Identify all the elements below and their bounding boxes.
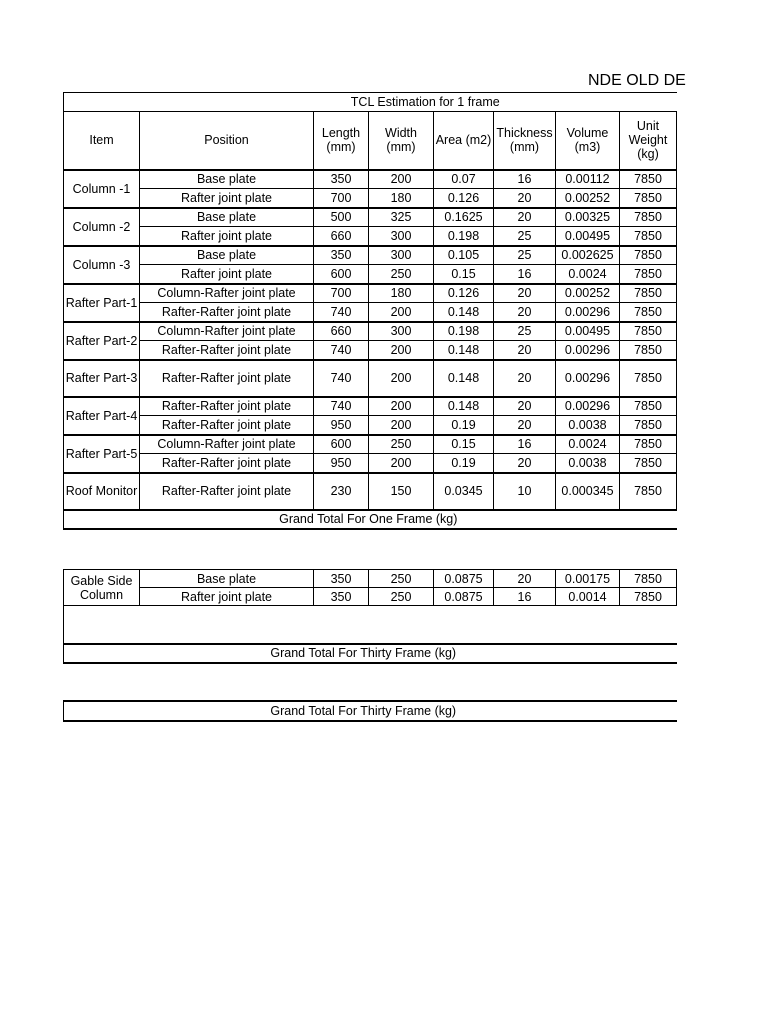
grand-total-one-frame-label: Grand Total For One Frame (kg) — [279, 512, 458, 526]
area-cell: 0.148 — [434, 360, 494, 397]
length-cell: 950 — [314, 454, 369, 473]
volume-cell: 0.0014 — [556, 588, 620, 606]
length-cell: 350 — [314, 570, 369, 588]
table-row — [64, 265, 677, 284]
unit-weight-cell: 7850 — [620, 416, 677, 435]
unit-weight-cell: 7850 — [620, 322, 677, 341]
estimation-title-row — [64, 93, 677, 112]
width-cell: 300 — [369, 322, 434, 341]
thickness-cell: 20 — [494, 341, 556, 360]
unit-weight-cell: 7850 — [620, 341, 677, 360]
width-cell: 200 — [369, 397, 434, 416]
width-cell: 200 — [369, 416, 434, 435]
unit-weight-cell: 7850 — [620, 473, 677, 510]
width-cell: 300 — [369, 246, 434, 265]
width-cell: 300 — [369, 227, 434, 246]
area-cell: 0.105 — [434, 246, 494, 265]
header-row — [64, 112, 677, 170]
unit-weight-cell: 7850 — [620, 265, 677, 284]
table-row — [64, 416, 677, 435]
table-row — [64, 227, 677, 246]
position-cell: Rafter-Rafter joint plate — [140, 360, 314, 397]
position-cell: Rafter-Rafter joint plate — [140, 416, 314, 435]
unit-weight-cell: 7850 — [620, 454, 677, 473]
length-cell: 740 — [314, 397, 369, 416]
width-cell: 325 — [369, 208, 434, 227]
position-cell: Column-Rafter joint plate — [140, 322, 314, 341]
area-cell: 0.198 — [434, 227, 494, 246]
width-cell: 200 — [369, 303, 434, 322]
area-cell: 0.0875 — [434, 570, 494, 588]
area-cell: 0.126 — [434, 189, 494, 208]
grand-total-thirty-frame-label-2: Grand Total For Thirty Frame (kg) — [270, 704, 457, 718]
position-cell: Rafter joint plate — [140, 265, 314, 284]
thickness-cell: 25 — [494, 322, 556, 341]
volume-cell: 0.000345 — [556, 473, 620, 510]
header-unit-weight: Unit Weight (kg) — [620, 112, 677, 170]
position-cell: Rafter joint plate — [140, 588, 314, 606]
estimation-title: TCL Estimation for 1 frame — [350, 95, 500, 109]
table-row — [64, 397, 677, 416]
thickness-cell: 25 — [494, 246, 556, 265]
item-cell: Column -2 — [64, 208, 140, 246]
thickness-cell: 20 — [494, 454, 556, 473]
thickness-cell: 10 — [494, 473, 556, 510]
thickness-cell: 20 — [494, 208, 556, 227]
position-cell: Base plate — [140, 208, 314, 227]
unit-weight-cell: 7850 — [620, 284, 677, 303]
item-cell: Column -3 — [64, 246, 140, 284]
unit-weight-cell: 7850 — [620, 360, 677, 397]
unit-weight-cell: 7850 — [620, 208, 677, 227]
area-cell: 0.19 — [434, 416, 494, 435]
length-cell: 660 — [314, 227, 369, 246]
length-cell: 500 — [314, 208, 369, 227]
table-row — [64, 170, 677, 189]
length-cell: 740 — [314, 341, 369, 360]
area-cell: 0.126 — [434, 284, 494, 303]
length-cell: 230 — [314, 473, 369, 510]
blank-row — [64, 606, 677, 644]
length-cell: 700 — [314, 284, 369, 303]
area-cell: 0.07 — [434, 170, 494, 189]
thickness-cell: 20 — [494, 303, 556, 322]
unit-weight-cell: 7850 — [620, 246, 677, 265]
volume-cell: 0.00495 — [556, 227, 620, 246]
volume-cell: 0.0038 — [556, 454, 620, 473]
unit-weight-cell: 7850 — [620, 170, 677, 189]
area-cell: 0.1625 — [434, 208, 494, 227]
final-total-table — [63, 700, 677, 722]
position-cell: Rafter-Rafter joint plate — [140, 454, 314, 473]
header-position: Position — [140, 112, 314, 170]
length-cell: 350 — [314, 588, 369, 606]
position-cell: Rafter-Rafter joint plate — [140, 397, 314, 416]
table-row — [64, 322, 677, 341]
grand-total-row — [64, 644, 677, 663]
volume-cell: 0.00296 — [556, 341, 620, 360]
grand-total-row — [64, 510, 677, 529]
volume-cell: 0.00175 — [556, 570, 620, 588]
thickness-cell: 20 — [494, 570, 556, 588]
volume-cell: 0.002625 — [556, 246, 620, 265]
unit-weight-cell: 7850 — [620, 397, 677, 416]
item-cell: Roof Monitor — [64, 473, 140, 510]
length-cell: 950 — [314, 416, 369, 435]
position-cell: Column-Rafter joint plate — [140, 284, 314, 303]
thickness-cell: 20 — [494, 360, 556, 397]
unit-weight-cell: 7850 — [620, 588, 677, 606]
width-cell: 250 — [369, 570, 434, 588]
header-thickness: Thickness (mm) — [494, 112, 556, 170]
volume-cell: 0.0038 — [556, 416, 620, 435]
volume-cell: 0.00495 — [556, 322, 620, 341]
table-row — [64, 246, 677, 265]
area-cell: 0.15 — [434, 265, 494, 284]
table-row — [64, 341, 677, 360]
area-cell: 0.148 — [434, 397, 494, 416]
area-cell: 0.148 — [434, 303, 494, 322]
header-volume: Volume (m3) — [556, 112, 620, 170]
position-cell: Rafter joint plate — [140, 189, 314, 208]
position-cell: Rafter joint plate — [140, 227, 314, 246]
thickness-cell: 20 — [494, 284, 556, 303]
length-cell: 350 — [314, 170, 369, 189]
item-cell: Rafter Part-2 — [64, 322, 140, 360]
thickness-cell: 16 — [494, 435, 556, 454]
length-cell: 600 — [314, 435, 369, 454]
sheet-title: NDE OLD DE — [588, 72, 686, 89]
area-cell: 0.15 — [434, 435, 494, 454]
thickness-cell: 16 — [494, 588, 556, 606]
volume-cell: 0.00325 — [556, 208, 620, 227]
width-cell: 200 — [369, 454, 434, 473]
width-cell: 200 — [369, 341, 434, 360]
length-cell: 740 — [314, 303, 369, 322]
area-cell: 0.0345 — [434, 473, 494, 510]
item-cell: Rafter Part-3 — [64, 360, 140, 397]
item-cell: Rafter Part-4 — [64, 397, 140, 435]
position-cell: Base plate — [140, 570, 314, 588]
width-cell: 200 — [369, 360, 434, 397]
table-row — [64, 360, 677, 397]
gable-table — [63, 569, 677, 664]
volume-cell: 0.0024 — [556, 435, 620, 454]
table-row — [64, 435, 677, 454]
unit-weight-cell: 7850 — [620, 189, 677, 208]
length-cell: 700 — [314, 189, 369, 208]
area-cell: 0.198 — [434, 322, 494, 341]
width-cell: 250 — [369, 265, 434, 284]
volume-cell: 0.0024 — [556, 265, 620, 284]
thickness-cell: 20 — [494, 397, 556, 416]
table-row — [64, 588, 677, 606]
area-cell: 0.19 — [434, 454, 494, 473]
thickness-cell: 20 — [494, 416, 556, 435]
item-cell: Column -1 — [64, 170, 140, 208]
thickness-cell: 16 — [494, 265, 556, 284]
position-cell: Rafter-Rafter joint plate — [140, 303, 314, 322]
thickness-cell: 25 — [494, 227, 556, 246]
width-cell: 150 — [369, 473, 434, 510]
length-cell: 740 — [314, 360, 369, 397]
length-cell: 600 — [314, 265, 369, 284]
table-row — [64, 570, 677, 588]
header-width: Width (mm) — [369, 112, 434, 170]
table-row — [64, 473, 677, 510]
length-cell: 350 — [314, 246, 369, 265]
table-row — [64, 303, 677, 322]
position-cell: Base plate — [140, 170, 314, 189]
header-area: Area (m2) — [434, 112, 494, 170]
item-cell: Rafter Part-1 — [64, 284, 140, 322]
width-cell: 250 — [369, 435, 434, 454]
width-cell: 180 — [369, 189, 434, 208]
unit-weight-cell: 7850 — [620, 570, 677, 588]
position-cell: Rafter-Rafter joint plate — [140, 341, 314, 360]
area-cell: 0.0875 — [434, 588, 494, 606]
length-cell: 660 — [314, 322, 369, 341]
header-item: Item — [64, 112, 140, 170]
unit-weight-cell: 7850 — [620, 435, 677, 454]
width-cell: 200 — [369, 170, 434, 189]
volume-cell: 0.00252 — [556, 189, 620, 208]
position-cell: Column-Rafter joint plate — [140, 435, 314, 454]
unit-weight-cell: 7850 — [620, 303, 677, 322]
position-cell: Rafter-Rafter joint plate — [140, 473, 314, 510]
volume-cell: 0.00296 — [556, 360, 620, 397]
table-row — [64, 208, 677, 227]
position-cell: Base plate — [140, 246, 314, 265]
area-cell: 0.148 — [434, 341, 494, 360]
width-cell: 180 — [369, 284, 434, 303]
volume-cell: 0.00112 — [556, 170, 620, 189]
volume-cell: 0.00252 — [556, 284, 620, 303]
item-cell: Gable Side Column — [64, 570, 140, 606]
table-row — [64, 454, 677, 473]
width-cell: 250 — [369, 588, 434, 606]
thickness-cell: 20 — [494, 189, 556, 208]
table-row — [64, 284, 677, 303]
item-cell: Rafter Part-5 — [64, 435, 140, 473]
unit-weight-cell: 7850 — [620, 227, 677, 246]
thickness-cell: 16 — [494, 170, 556, 189]
grand-total-thirty-frame-label: Grand Total For Thirty Frame (kg) — [270, 646, 457, 660]
volume-cell: 0.00296 — [556, 303, 620, 322]
estimation-table — [63, 92, 677, 530]
table-row — [64, 189, 677, 208]
volume-cell: 0.00296 — [556, 397, 620, 416]
header-length: Length (mm) — [314, 112, 369, 170]
